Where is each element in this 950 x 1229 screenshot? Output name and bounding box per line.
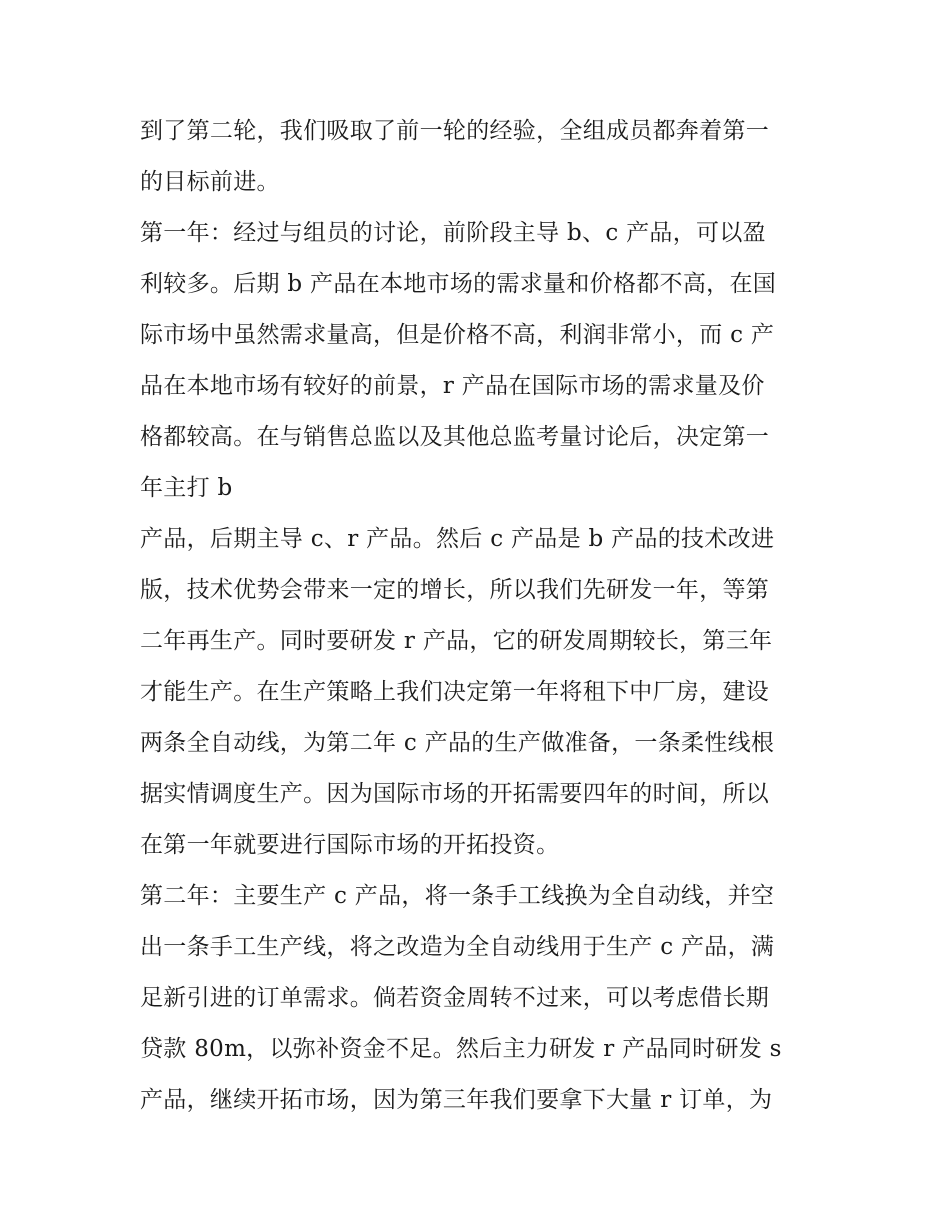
text-line: 贷款 80m，以弥补资金不足。然后主力研发 r 产品同时研发 s [140,1036,782,1062]
text-line: 产品，后期主导 c、r 产品。然后 c 产品是 b 产品的技术改进 [140,526,775,552]
text-line: 产品，继续开拓市场，因为第三年我们要拿下大量 r 订单，为 [140,1087,773,1113]
document-body [140,106,820,1126]
text-line: 两条全自动线，为第二年 c 产品的生产做准备，一条柔性线根 [140,730,775,756]
text-line: 品在本地市场有较好的前景，r 产品在国际市场的需求量及价 [140,373,765,399]
text-line: 才能生产。在生产策略上我们决定第一年将租下中厂房，建设 [140,679,770,705]
text-line: 据实情调度生产。因为国际市场的开拓需要四年的时间，所以 [140,781,770,807]
text-line: 年主打 b [140,475,233,501]
text-line: 格都较高。在与销售总监以及其他总监考量讨论后，决定第一 [140,424,770,450]
text-line: 在第一年就要进行国际市场的开拓投资。 [140,832,560,858]
text-line: 到了第二轮，我们吸取了前一轮的经验，全组成员都奔着第一 [140,118,770,144]
text-line: 版，技术优势会带来一定的增长，所以我们先研发一年，等第 [140,577,770,603]
text-line: 际市场中虽然需求量高，但是价格不高，利润非常小，而 c 产 [140,322,775,348]
text-line: 的目标前进。 [140,169,280,195]
text-line: 出一条手工生产线，将之改造为全自动线用于生产 c 产品，满 [140,934,775,960]
text-line: 第一年：经过与组员的讨论，前阶段主导 b、c 产品，可以盈 [140,220,766,246]
text-line: 第二年：主要生产 c 产品，将一条手工线换为全自动线，并空 [140,883,775,909]
text-line: 足新引进的订单需求。倘若资金周转不过来，可以考虑借长期 [140,985,770,1011]
text-line: 利较多。后期 b 产品在本地市场的需求量和价格都不高，在国 [140,271,777,297]
text-line: 二年再生产。同时要研发 r 产品，它的研发周期较长，第三年 [140,628,773,654]
